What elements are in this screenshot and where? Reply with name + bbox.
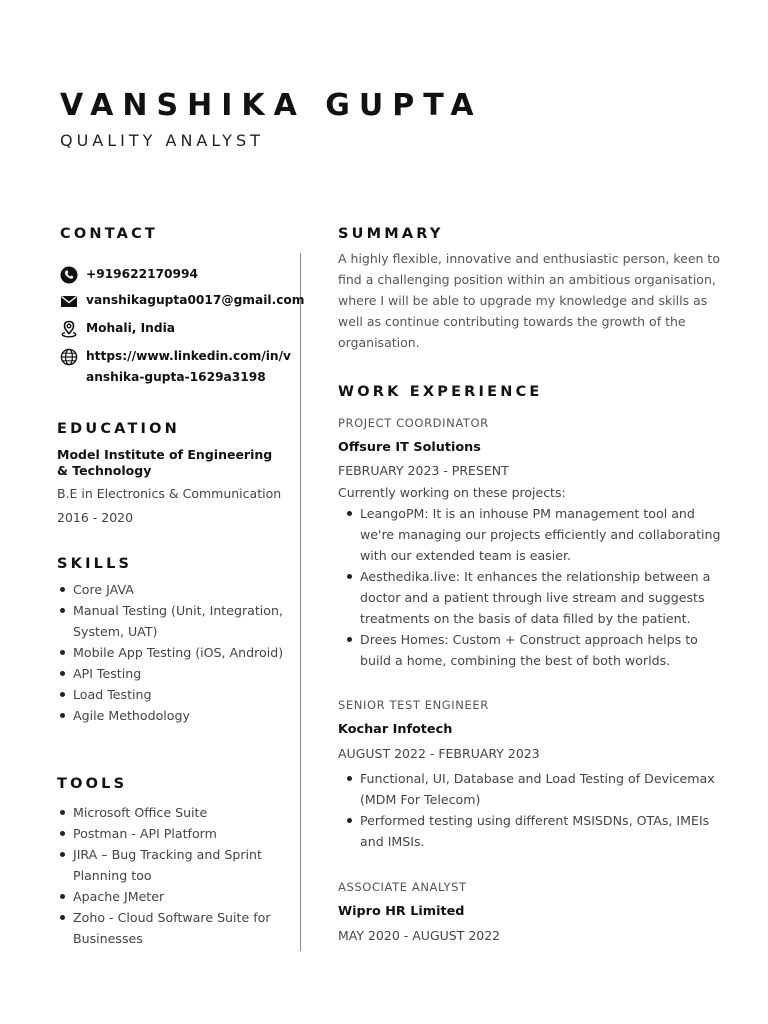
education-heading: EDUCATION	[57, 421, 181, 437]
job-dates: AUGUST 2022 - FEBRUARY 2023	[338, 746, 540, 761]
job-company: Offsure IT Solutions	[338, 440, 481, 455]
tool-item: JIRA – Bug Tracking and Sprint Planning too	[58, 844, 290, 886]
job-title: SENIOR TEST ENGINEER	[338, 698, 489, 712]
map-pin-icon	[60, 320, 78, 338]
skill-item: Load Testing	[58, 684, 290, 705]
tool-item: Apache JMeter	[58, 886, 290, 907]
contact-location-row	[60, 320, 175, 339]
job-bullet: Aesthedika.live: It enhances the relationship between a doctor and a patient through live stream and suggests treatments on the basis of data filled by the patient.	[345, 566, 730, 629]
resume-job-title: QUALITY ANALYST	[60, 131, 264, 150]
contact-location: Mohali, India	[86, 321, 175, 335]
education-degree: B.E in Electronics & Communication	[57, 486, 282, 501]
skill-item: Agile Methodology	[58, 705, 290, 726]
education-institute-line1: Model Institute of Engineering	[57, 447, 273, 462]
resume-name: VANSHIKA GUPTA	[60, 88, 483, 123]
tool-item: Postman - API Platform	[58, 823, 290, 844]
job-bullet: Drees Homes: Custom + Construct approach helps to build a home, combining the best of both worlds.	[345, 629, 730, 671]
summary-text: A highly flexible, innovative and enthusiastic person, keen to find a challenging position within an ambitious organisation, where I will be able to upgrade my knowledge and skills as well as continue contributing towards the growth of the organisation.	[338, 251, 720, 350]
job-dates: FEBRUARY 2023 - PRESENT	[338, 463, 509, 478]
phone-icon	[60, 266, 78, 284]
contact-email-row	[60, 292, 305, 311]
skill-item: Mobile App Testing (iOS, Android)	[58, 642, 290, 663]
skills-heading: SKILLS	[57, 556, 133, 572]
tools-heading: TOOLS	[57, 776, 128, 792]
contact-phone[interactable]: +919622170994	[86, 267, 198, 281]
skill-item: Core JAVA	[58, 579, 290, 600]
tool-item: Microsoft Office Suite	[58, 802, 290, 823]
job-bullets	[345, 768, 730, 852]
linkedin-line-2: anshika-gupta-1629a3198	[86, 370, 266, 384]
education-institute-line2: & Technology	[57, 463, 152, 478]
job-company: Kochar Infotech	[338, 722, 453, 737]
column-divider	[300, 253, 301, 951]
skill-item: API Testing	[58, 663, 290, 684]
job-dates: MAY 2020 - AUGUST 2022	[338, 928, 501, 943]
job-company: Wipro HR Limited	[338, 904, 465, 919]
contact-linkedin-link[interactable]	[86, 346, 291, 388]
contact-linkedin-row	[60, 348, 291, 388]
work-experience-heading: WORK EXPERIENCE	[338, 384, 543, 400]
linkedin-line-1: https://www.linkedin.com/in/v	[86, 349, 291, 363]
job-title: ASSOCIATE ANALYST	[338, 880, 467, 894]
globe-icon	[60, 348, 78, 366]
job-title: PROJECT COORDINATOR	[338, 416, 489, 430]
contact-phone-row	[60, 266, 198, 285]
skills-list	[58, 579, 290, 726]
contact-heading: CONTACT	[60, 226, 159, 242]
job-bullets	[345, 503, 730, 671]
job-intro: Currently working on these projects:	[338, 485, 566, 500]
envelope-icon	[60, 292, 78, 310]
job-bullet: LeangoPM: It is an inhouse PM management tool and we're managing our projects efficiently and collaborating with our extended team is easier.	[345, 503, 730, 566]
contact-email[interactable]: vanshikagupta0017@gmail.com	[86, 293, 305, 307]
tool-item: Zoho - Cloud Software Suite for Businesses	[58, 907, 290, 949]
summary-heading: SUMMARY	[338, 226, 444, 242]
job-bullet: Performed testing using different MSISDNs, OTAs, IMEIs and IMSIs.	[345, 810, 730, 852]
skill-item: Manual Testing (Unit, Integration, System, UAT)	[58, 600, 290, 642]
education-years: 2016 - 2020	[57, 510, 134, 525]
job-bullet: Functional, UI, Database and Load Testing of Devicemax (MDM For Telecom)	[345, 768, 730, 810]
tools-list	[58, 802, 290, 949]
